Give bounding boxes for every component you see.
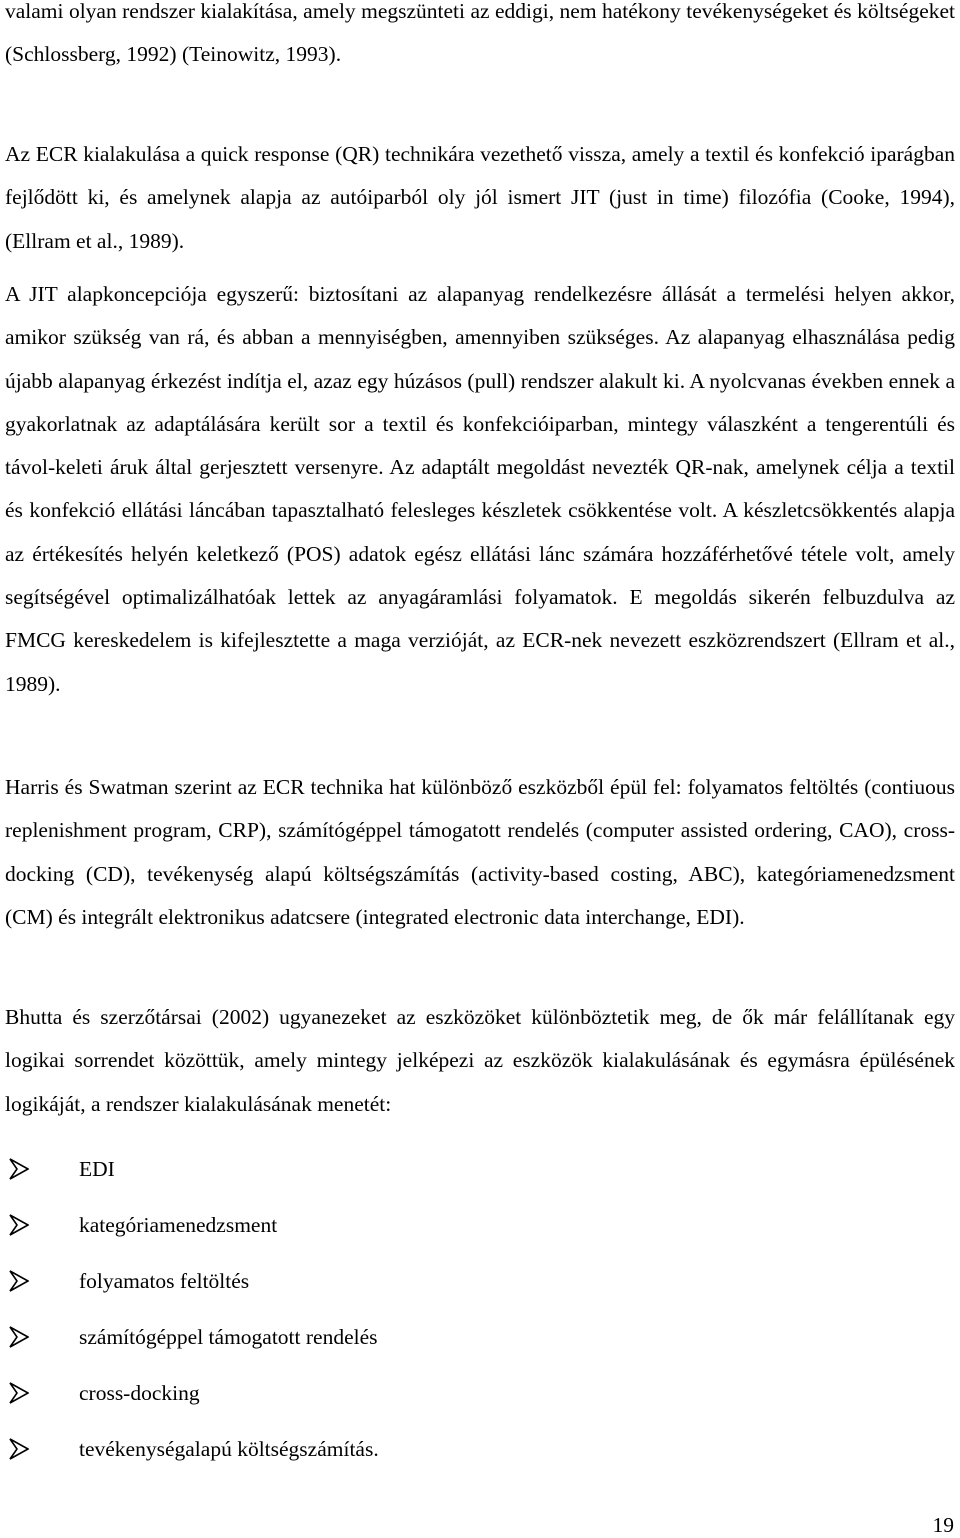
list-item-label: tevékenységalapú költségszámítás. — [79, 1436, 379, 1461]
paragraph-4: Harris és Swatman szerint az ECR technika hat különböző eszközből épül fel: folyamatos feltöltés (contiuous replenishment program, CRP), számítógéppel támogatott rendelés (computer assisted ordering, CAO), cross-docking (CD), tevékenység alapú költségszámítás (activity-based costing, ABC), kategóriamenedzsment (CM) és integrált elektronikus adatcsere (integrated electronic data interchange, EDI). — [5, 775, 955, 929]
list-item-label: cross-docking — [79, 1380, 200, 1405]
paragraph-3: A JIT alapkoncepciója egyszerű: biztosítani az alapanyag rendelkezésre állását a termelési helyen akkor, amikor szükség van rá, és abban a mennyiségben, amennyiben szükséges. Az alapanyag elhasználása pedig újabb alapanyag érkezést indítja el, azaz egy húzásos (pull) rendszer alakult ki. A nyolcvanas években ennek a gyakorlatnak az adaptálására került sor a textil és konfekcióiparban, mintegy válaszként a tengerentúli és távol-keleti áruk által gerjesztett versenyre. Az adaptált megoldást nevezték QR-nak, amelynek célja a textil és konfekció ellátási láncában tapasztalható felesleges készletek csökkentése volt. A készletcsökkentés alapja az értékesítés helyén keletkező (POS) adatok egész ellátási lánc számára hozzáférhetővé tétele volt, amely segítségével optimalizálhatóak lettek az anyagáramlási folyamatok. E megoldás sikerén felbuzdulva az FMCG kereskedelem is kifejlesztette a maga verzióját, az ECR-nek nevezett eszközrendszert (Ellram et al., 1989). — [5, 282, 955, 696]
list-item-label: kategóriamenedzsment — [79, 1212, 278, 1237]
arrowhead-bullet-icon — [9, 1438, 29, 1460]
arrowhead-bullet-icon — [9, 1158, 29, 1180]
arrowhead-bullet-icon — [9, 1326, 29, 1348]
list-item — [5, 1365, 379, 1421]
list-item — [5, 1253, 379, 1309]
arrowhead-bullet-icon — [9, 1214, 29, 1236]
list-item — [5, 1309, 379, 1365]
paragraph-2: Az ECR kialakulása a quick response (QR) technikára vezethető vissza, amely a textil és konfekció iparágban fejlődött ki, és amelynek alapja az autóiparból oly jól ismert JIT (just in time) filozófia (Cooke, 1994), (Ellram et al., 1989). — [5, 142, 955, 253]
list-item — [5, 1197, 379, 1253]
bullet-list — [5, 1141, 379, 1477]
list-item — [5, 1421, 379, 1477]
page-number: 19 — [932, 1513, 954, 1537]
list-item — [5, 1141, 379, 1197]
arrowhead-bullet-icon — [9, 1382, 29, 1404]
list-item-label: számítógéppel támogatott rendelés — [79, 1324, 378, 1349]
paragraph-1: valami olyan rendszer kialakítása, amely megszünteti az eddigi, nem hatékony tevékenységeket és költségeket (Schlossberg, 1992) (Teinowitz, 1993). — [5, 0, 955, 67]
list-item-label: folyamatos feltöltés — [79, 1268, 250, 1293]
list-item-label: EDI — [79, 1156, 115, 1181]
arrowhead-bullet-icon — [9, 1270, 29, 1292]
paragraph-5: Bhutta és szerzőtársai (2002) ugyanezeket az eszközöket különböztetik meg, de ők már felállítanak egy logikai sorrendet közöttük, amely mintegy jelképezi az eszközök kialakulásának és egymásra épülésének logikáját, a rendszer kialakulásának menetét: — [5, 1005, 955, 1116]
